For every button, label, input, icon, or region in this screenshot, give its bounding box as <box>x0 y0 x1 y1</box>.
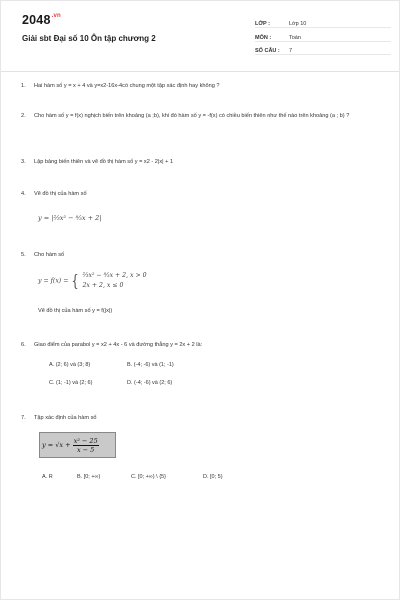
formula-fraction <box>73 437 99 454</box>
question-number: 4. <box>21 191 26 197</box>
meta-info <box>255 16 391 57</box>
meta-key: MÔN : <box>255 34 272 41</box>
question-7 <box>21 414 97 423</box>
question-text: Vẽ đồ thị của hàm số <box>34 191 87 197</box>
question-number: 2. <box>21 113 26 119</box>
formula-q4: y = |⅔x² − ⁸⁄₃x + 2| <box>38 214 102 222</box>
option-d: D. (-4; -6) và (2; 6) <box>127 380 173 386</box>
site-logo[interactable] <box>22 13 61 27</box>
fraction-denominator: x − 5 <box>76 445 95 454</box>
question-number: 7. <box>21 415 26 421</box>
logo-suffix: .vn <box>51 13 61 19</box>
case-1: ⅔x² − ⁸⁄₃x + 2, x > 0 <box>82 272 147 279</box>
question-5-followup: Vẽ đồ thị của hàm số y = f(|x|) <box>38 308 113 314</box>
option-a: A. R <box>42 474 53 480</box>
formula-lhs: y = √x + <box>42 441 71 449</box>
question-number: 1. <box>21 83 26 89</box>
option-b: B. [0; +∞) <box>77 474 101 480</box>
question-text: Giao điểm của parabol y = x2 + 4x - 6 và đường thẳng y = 2x + 2 là: <box>34 342 203 348</box>
piecewise-formula-q5 <box>38 271 147 291</box>
question-6 <box>21 341 202 350</box>
question-text: Cho hàm số y = f(x) nghịch biến trên khoảng (a ;b), khi đó hàm số y = -f(x) có chiều biến thiên như thế nào trên khoảng (a ; b) ? <box>34 113 350 119</box>
question-number: 5. <box>21 252 26 258</box>
meta-value: 7 <box>289 48 293 54</box>
option-d: D. [0; 5) <box>203 474 223 480</box>
piecewise-lhs: y = f(x) = <box>38 277 69 285</box>
formula-image-q7 <box>39 432 116 458</box>
case-2: 2x + 2, x ≤ 0 <box>82 282 124 289</box>
option-b: B. (-4; -6) và (1; -1) <box>127 362 174 368</box>
question-number: 6. <box>21 342 26 348</box>
question-2 <box>21 112 364 121</box>
page-title: Giải sbt Đại số 10 Ôn tập chương 2 <box>22 34 156 43</box>
question-5 <box>21 251 64 260</box>
question-text: Hai hàm số y = x + 4 và y=x2-16x-4có chung một tập xác định hay không ? <box>34 83 220 89</box>
question-text: Cho hàm số <box>34 252 65 258</box>
option-a: A. (2; 6) và (3; 8) <box>49 362 91 368</box>
meta-value: Toán <box>289 34 301 41</box>
option-c: C. (1; -1) và (2; 6) <box>49 380 93 386</box>
meta-row-subject <box>255 30 391 42</box>
question-1 <box>21 82 219 91</box>
meta-value: Lớp 10 <box>289 21 307 27</box>
fraction-numerator: x² − 25 <box>73 436 98 445</box>
piecewise-cases <box>83 271 147 291</box>
logo-text: 2048 <box>22 13 51 27</box>
question-4 <box>21 190 87 199</box>
option-c: C. [0; +∞) \ {5} <box>131 474 166 480</box>
question-number: 3. <box>21 159 26 165</box>
document-header <box>1 1 399 72</box>
question-text: Lập bảng biến thiên và vẽ đồ thị hàm số y = x2 - 2|x| + 1 <box>34 159 174 165</box>
question-text: Tập xác định của hàm số <box>34 415 97 421</box>
meta-key: LỚP : <box>255 21 270 27</box>
meta-row-count <box>255 43 391 55</box>
meta-row-class <box>255 16 391 28</box>
brace-glyph: { <box>71 271 80 290</box>
meta-key: SỐ CÂU : <box>255 48 280 54</box>
question-3 <box>21 158 173 167</box>
